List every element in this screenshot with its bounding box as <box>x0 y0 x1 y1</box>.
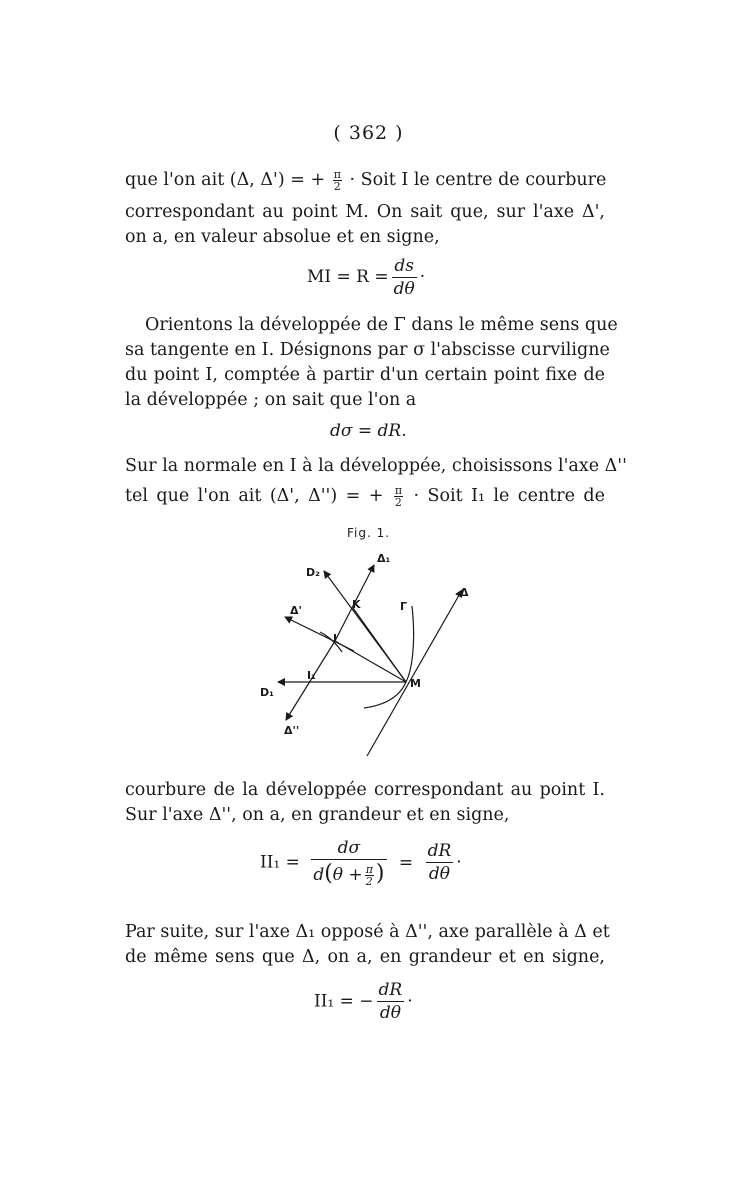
pi-over-two: $\frac{\pi}{2}$ <box>394 484 403 509</box>
text-line: sa tangente en I. Désignons par σ l'abscisse curviligne <box>125 340 610 360</box>
pi-over-two: $\frac{\pi}{2}$ <box>333 168 341 193</box>
fraction: dσ d(θ + $\frac{\pi}{2}$ ) <box>313 838 385 888</box>
label-d1: D₁ <box>260 686 274 699</box>
text-line: Sur l'axe Δ'', on a, en grandeur et en signe, <box>125 805 510 825</box>
text-line: Orientons la développée de Γ dans le même sens que <box>145 315 618 335</box>
equation-dsigma: dσ = dR. <box>330 421 407 441</box>
text-line <box>125 484 605 508</box>
text-line <box>125 168 605 192</box>
fraction: $\frac{dR}{d\theta}$ <box>427 841 452 884</box>
equation-lhs: II₁ = − <box>314 991 374 1012</box>
fraction: $\frac{ds}{d\theta}$ <box>393 256 415 299</box>
text-line: la développée ; on sait que l'on a <box>125 390 417 410</box>
mk-line <box>353 608 406 682</box>
label-i: I <box>333 632 338 645</box>
text-fragment: · Soit I le centre de courbure <box>349 170 607 190</box>
label-delta: Δ <box>460 586 469 599</box>
text-line: correspondant au point M. On sait que, sur l'axe Δ', <box>125 202 605 222</box>
label-delta-second: Δ'' <box>284 724 300 737</box>
delta-prime-line <box>285 617 354 651</box>
equation-lhs: MI = R = <box>307 267 389 287</box>
equation-lhs: II₁ = <box>260 852 300 873</box>
equation-ii1-neg: II₁ = − $\frac{dR}{d\theta}$ · <box>314 980 413 1023</box>
text-fragment: tel que l'on ait (Δ', Δ'') = + <box>125 486 384 506</box>
label-delta1: Δ₁ <box>377 552 391 565</box>
label-d2: D₂ <box>306 566 320 579</box>
text-line: courbure de la développée correspondant au point I. <box>125 780 605 800</box>
text-line: Sur la normale en I à la développée, choisissons l'axe Δ'' <box>125 456 627 476</box>
label-delta-prime: Δ' <box>290 604 302 617</box>
delta-axis-line <box>367 590 462 756</box>
label-k: K <box>352 598 361 611</box>
text-line: on a, en valeur absolue et en signe, <box>125 227 440 247</box>
figure-caption: Fig. 1. <box>346 526 391 540</box>
equation-mi: MI = R = $\frac{ds}{d\theta}$ · <box>307 256 426 299</box>
text-line: de même sens que Δ, on a, en grandeur et en signe, <box>125 947 605 967</box>
fraction: $\frac{dR}{d\theta}$ <box>378 980 403 1023</box>
equation-ii1: II₁ = dσ d(θ + $\frac{\pi}{2}$ ) = $\frac{dR}{d\theta}$ · <box>260 838 462 888</box>
text-line: du point I, comptée à partir d'un certain point fixe de <box>125 365 605 385</box>
label-i1: I₁ <box>307 669 316 682</box>
geometric-figure <box>250 548 480 763</box>
label-m: M <box>410 677 421 690</box>
text-fragment: que l'on ait (Δ, Δ') = + <box>125 170 326 190</box>
text-line: Par suite, sur l'axe Δ₁ opposé à Δ'', axe parallèle à Δ et <box>125 922 610 942</box>
page-number: ( 362 ) <box>333 122 404 144</box>
label-gamma: Γ <box>400 600 408 613</box>
text-fragment: · Soit I₁ le centre de <box>413 486 605 506</box>
